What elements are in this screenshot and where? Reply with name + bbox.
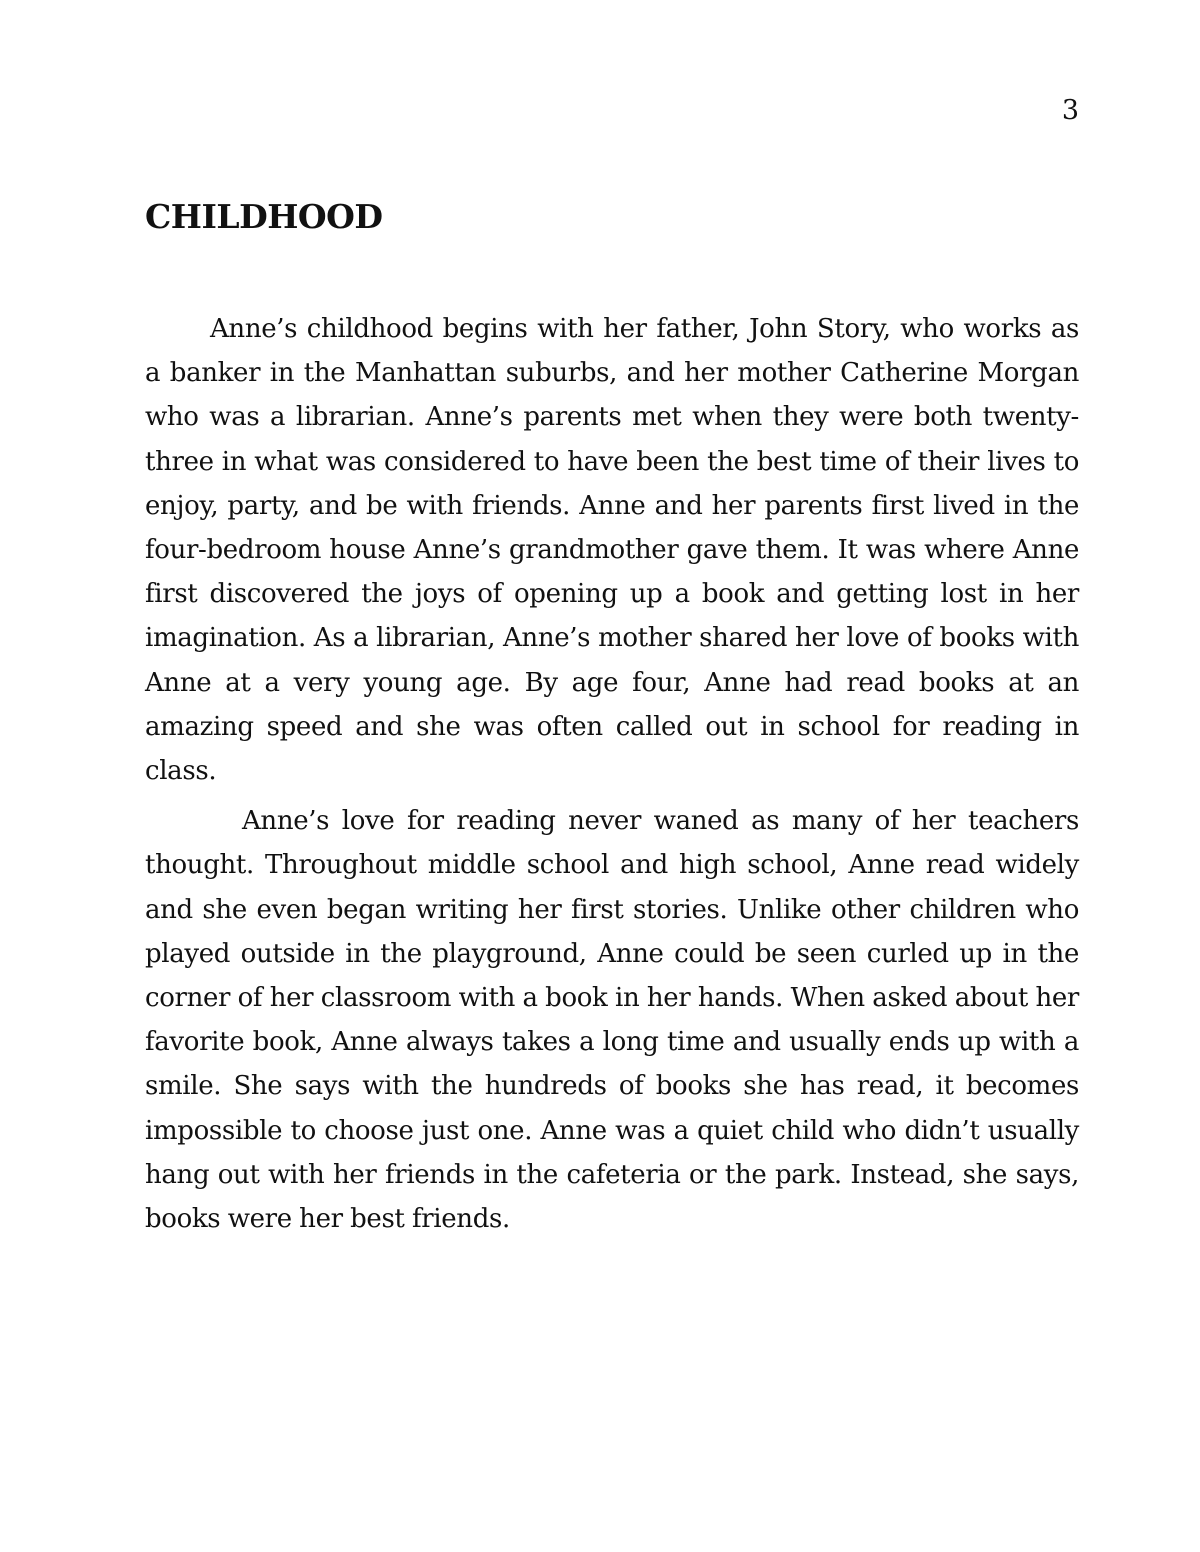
body-paragraph-1: Anne’s childhood begins with her father, John Story, who works as a banker in the Manhattan suburbs, and her mother Catherine Morgan who was a librarian. Anne’s parents met when they were both twenty-three in what was considered to have been the best time of their lives to enjoy, party, and be with friends. Anne and her parents first lived in the four-bedroom house Anne’s grandmother gave them. It was where Anne first discovered the joys of opening up a book and getting lost in her imagination. As a librarian, Anne’s mother shared her love of books with Anne at a very young age. By age four, Anne had read books at an amazing speed and she was often called out in school for reading in class. [145, 314, 1079, 787]
body-paragraph-2: Anne’s love for reading never waned as many of her teachers thought. Throughout middle school and high school, Anne read widely and she even began writing her first stories. Unlike other children who played outside in the playground, Anne could be seen curled up in the corner of her classroom with a book in her hands. When asked about her favorite book, Anne always takes a long time and usually ends up with a smile. She says with the hundreds of books she has read, it becomes impossible to choose just one. Anne was a quiet child who didn’t usually hang out with her friends in the cafeteria or the park. Instead, she says, books were her best friends. [145, 806, 1079, 1235]
chapter-body [145, 307, 1079, 1241]
chapter-title: CHILDHOOD [145, 197, 383, 236]
page-number: 3 [1061, 95, 1079, 126]
